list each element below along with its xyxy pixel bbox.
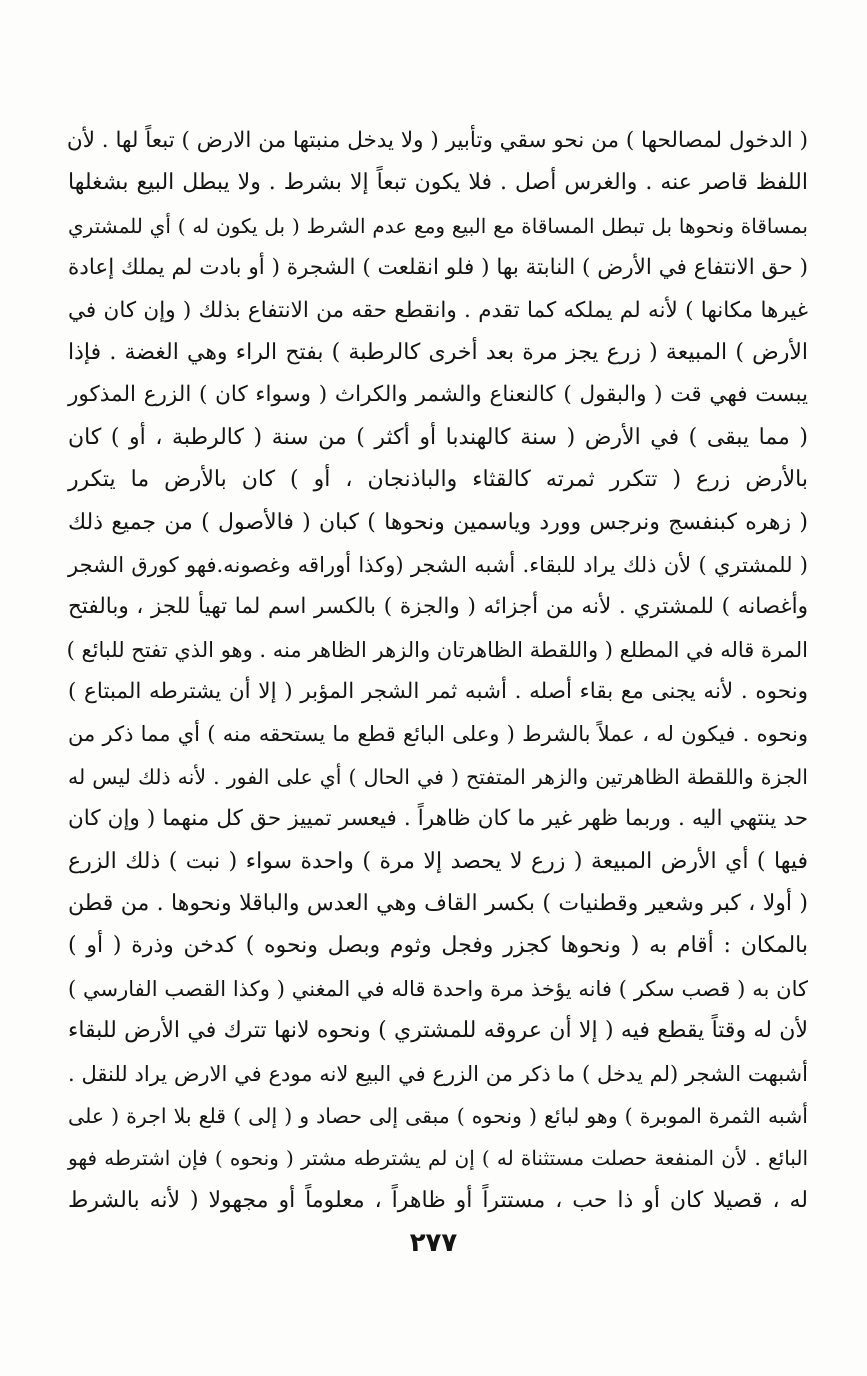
text-line: له ، قصيلا كان أو ذا حب ، مستتراً أو ظاهراً ، معلوماً أو مجهولا ( لأنه بالشرط — [68, 1187, 808, 1213]
text-line: ونحوه . فيكون له ، عملاً بالشرط ( وعلى البائع قطع ما يستحقه منه ) أي مما ذكر من — [68, 722, 808, 747]
text-line: غيرها مكانها ) لأنه لم يملكه كما تقدم . وانقطع حقه من الانتفاع بذلك ( وإن كان في — [68, 297, 808, 323]
text-line: ( مما يبقى ) في الأرض ( سنة كالهندبا أو أكثر ) من سنة ( كالرطبة ، أو ) كان — [68, 424, 808, 450]
text-line: الأرض ) المبيعة ( زرع يجز مرة بعد أخرى كالرطبة ) بفتح الراء وهي الغضة . فإذا — [68, 339, 808, 365]
text-line: لأن له وقتاً يقطع فيه ( إلا أن عروقه للمشتري ) ونحوه لانها تترك في الأرض للبقاء — [68, 1018, 808, 1044]
text-line: اللفظ قاصر عنه . والغرس أصل . فلا يكون تبعاً إلا بشرط . ولا يبطل البيع بشغلها — [68, 170, 808, 196]
text-line: ( زهره كبنفسج ونرجس وورد وياسمين ونحوها ) كبان ( فالأصول ) من جميع ذلك — [68, 509, 808, 535]
text-line: بمساقاة ونحوها بل تبطل المساقاة مع البيع ومع عدم الشرط ( بل يكون له ) أي للمشتري — [68, 213, 808, 238]
text-line: البائع . لأن المنفعة حصلت مستثناة له ) إن لم يشترطه مشتر ( ونحوه ) فإن اشترطه فهو — [68, 1146, 808, 1171]
text-line: بالأرض زرع ( تتكرر ثمرته كالقثاء والباذنجان ، أو ) كان بالأرض ما يتكرر — [68, 467, 808, 493]
text-line: كان به ( قصب سكر ) فانه يؤخذ مرة واحدة قاله في المغني ( وكذا القصب الفارسي ) — [68, 976, 808, 1001]
text-line: يبست فهي قت ( والبقول ) كالنعناع والشمر والكراث ( وسواء كان ) الزرع المذكور — [68, 382, 808, 408]
text-line: وأغصانه ) للمشتري . لأنه من أجزائه ( والجزة ) بالكسر اسم لما تهيأ للجز ، وبالفتح — [68, 594, 808, 620]
text-line: الجزة واللقطة الظاهرتين والزهر المتفتح ( في الحال ) أي على الفور . لأنه ذلك ليس له — [68, 764, 808, 789]
text-line: ونحوه . لأنه يجنى مع بقاء أصله . أشبه ثمر الشجر المؤبر ( إلا أن يشترطه المبتاع ) — [68, 679, 808, 705]
body-text — [68, 120, 808, 1222]
text-line: أشبه الثمرة الموبرة ) وهو لبائع ( ونحوه ) مبقى إلى حصاد و ( إلى ) قلع بلا اجرة ( على — [68, 1103, 808, 1128]
text-line: ( حق الانتفاع في الأرض ) النابتة بها ( فلو انقلعت ) الشجرة ( أو بادت لم يملك إعادة — [67, 255, 808, 281]
page-number: ٢٧٧ — [409, 1228, 458, 1258]
text-line: أشبهت الشجر (لم يدخل ) ما ذكر من الزرع في البيع لانه مودع في الارض يراد للنقل . — [68, 1061, 808, 1086]
text-line: ( للمشتري ) لأن ذلك يراد للبقاء. أشبه الشجر (وكذا أوراقه وغصونه.فهو كورق الشجر — [68, 552, 808, 577]
text-line: المرة قاله في المطلع ( واللقطة الظاهرتان والزهر الظاهر منه . وهو الذي تفتح للبائع ) — [66, 637, 808, 662]
text-line: بالمكان : أقام به ( ونحوها كجزر وفجل وثوم وبصل ونحوه ) كدخن وذرة ( أو ) — [68, 933, 808, 959]
text-line: ( الدخول لمصالحها ) من نحو سقي وتأبير ( ولا يدخل منبتها من الارض ) تبعاً لها . لأن — [66, 128, 808, 153]
text-line: فيها ) أي الأرض المبيعة ( زرع لا يحصد إلا مرة ) واحدة سواء ( نبت ) ذلك الزرع — [68, 848, 808, 874]
text-line: ( أولا ، كبر وشعير وقطنيات ) بكسر القاف وهي العدس والباقلا ونحوها . من قطن — [68, 891, 808, 917]
text-line: حد ينتهي اليه . وربما ظهر غير ما كان ظاهراً . فيعسر تمييز حق كل منهما ( وإن كان — [68, 806, 808, 832]
